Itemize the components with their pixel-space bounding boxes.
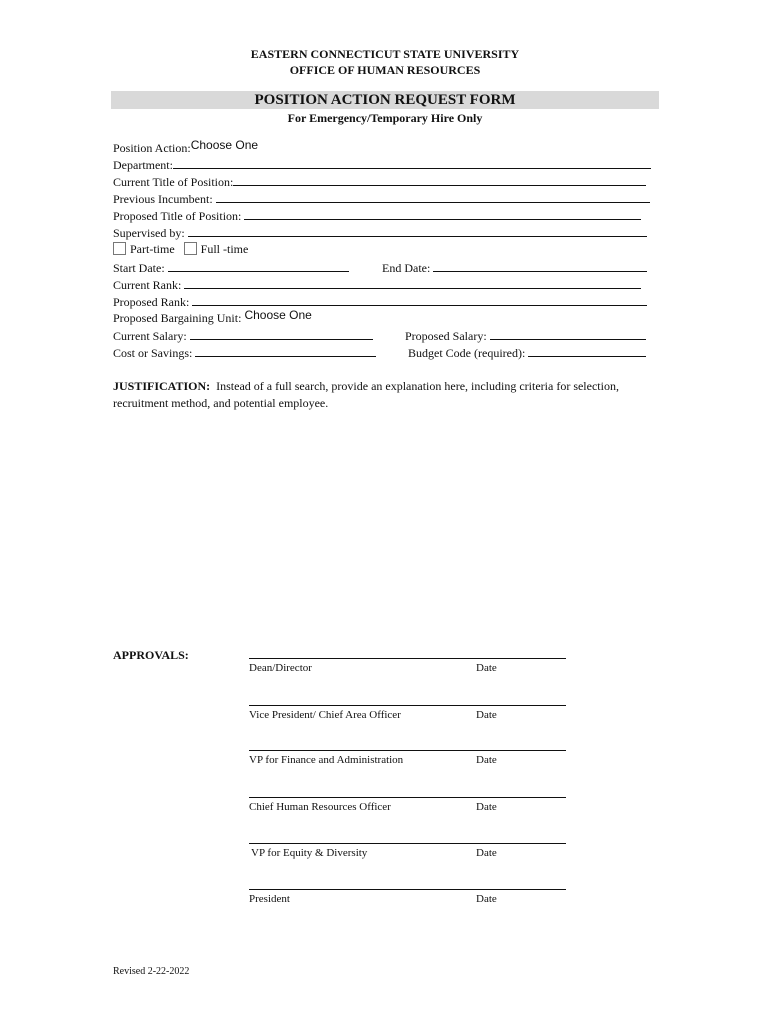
bargaining-unit-dropdown[interactable]: Choose One — [244, 308, 312, 322]
full-time-label: Full -time — [200, 242, 249, 256]
proposed-rank-input[interactable] — [192, 294, 647, 306]
previous-incumbent-row — [113, 191, 650, 206]
vice-president-label: Vice President/ Chief Area Officer — [249, 709, 401, 721]
position-action-dropdown[interactable]: Choose One — [190, 138, 259, 152]
current-rank-row — [113, 277, 641, 292]
vp-equity-label: VP for Equity & Diversity — [251, 847, 368, 859]
equity-signature-line[interactable] — [249, 843, 566, 844]
department-row — [113, 157, 651, 172]
department-input[interactable] — [173, 157, 651, 169]
position-action-row — [113, 138, 259, 155]
hr-signature-line[interactable] — [249, 797, 566, 798]
office-name: OFFICE OF HUMAN RESOURCES — [289, 63, 481, 77]
dean-signature-line[interactable] — [249, 658, 566, 659]
full-time-checkbox[interactable] — [184, 242, 197, 255]
university-name: EASTERN CONNECTICUT STATE UNIVERSITY — [250, 47, 520, 61]
proposed-rank-label: Proposed Rank: — [113, 295, 190, 309]
previous-incumbent-input[interactable] — [216, 191, 650, 203]
position-action-label: Position Action: — [113, 141, 191, 155]
proposed-title-label: Proposed Title of Position: — [113, 209, 242, 223]
date-label: Date — [476, 754, 497, 766]
end-date-label: End Date: — [382, 261, 431, 275]
current-rank-label: Current Rank: — [113, 278, 182, 292]
current-title-label: Current Title of Position: — [113, 175, 234, 189]
employment-type-row — [113, 242, 248, 256]
bargaining-unit-row — [113, 308, 312, 325]
president-signature-line[interactable] — [249, 889, 566, 890]
bargaining-unit-label: Proposed Bargaining Unit: — [113, 311, 242, 325]
form-subtitle: For Emergency/Temporary Hire Only — [287, 111, 483, 125]
start-date-input[interactable] — [168, 260, 349, 272]
end-date-row — [382, 260, 647, 275]
current-rank-input[interactable] — [184, 277, 641, 289]
part-time-label: Part-time — [130, 242, 175, 256]
budget-code-row — [408, 345, 646, 360]
budget-code-label: Budget Code (required): — [408, 346, 526, 360]
current-title-row — [113, 174, 646, 189]
cost-savings-row — [113, 345, 376, 360]
current-salary-input[interactable] — [190, 328, 373, 340]
finance-signature-line[interactable] — [249, 750, 566, 751]
form-title: POSITION ACTION REQUEST FORM — [254, 92, 516, 108]
date-label: Date — [476, 893, 497, 905]
justification-text: Instead of a full search, provide an explanation here, including criteria for selection, recruitment method, and potential employee. — [113, 379, 619, 410]
start-date-label: Start Date: — [113, 261, 165, 275]
end-date-input[interactable] — [433, 260, 647, 272]
current-salary-row — [113, 328, 373, 343]
date-label: Date — [476, 709, 497, 721]
supervised-by-label: Supervised by: — [113, 226, 185, 240]
current-title-input[interactable] — [233, 174, 646, 186]
date-label: Date — [476, 662, 497, 674]
vp-finance-label: VP for Finance and Administration — [249, 754, 404, 766]
date-label: Date — [476, 847, 497, 859]
supervised-by-input[interactable] — [188, 225, 647, 237]
proposed-salary-row — [405, 328, 646, 343]
start-date-row — [113, 260, 349, 275]
previous-incumbent-label: Previous Incumbent: — [113, 192, 213, 206]
president-label: President — [249, 893, 290, 905]
current-salary-label: Current Salary: — [113, 329, 187, 343]
budget-code-input[interactable] — [528, 345, 646, 357]
approvals-label: APPROVALS: — [113, 648, 189, 662]
proposed-salary-label: Proposed Salary: — [405, 329, 487, 343]
cost-savings-input[interactable] — [195, 345, 376, 357]
proposed-title-row — [113, 208, 641, 223]
supervised-by-row — [113, 225, 647, 240]
vp-signature-line[interactable] — [249, 705, 566, 706]
chief-hr-label: Chief Human Resources Officer — [249, 801, 391, 813]
justification-label: JUSTIFICATION: — [113, 379, 211, 393]
proposed-title-input[interactable] — [244, 208, 641, 220]
department-label: Department: — [113, 158, 173, 172]
dean-director-label: Dean/Director — [249, 662, 312, 674]
justification-block[interactable] — [113, 378, 658, 412]
revision-date: Revised 2-22-2022 — [113, 966, 190, 977]
part-time-checkbox[interactable] — [113, 242, 126, 255]
proposed-rank-row — [113, 294, 647, 309]
date-label: Date — [476, 801, 497, 813]
cost-savings-label: Cost or Savings: — [113, 346, 193, 360]
proposed-salary-input[interactable] — [490, 328, 646, 340]
